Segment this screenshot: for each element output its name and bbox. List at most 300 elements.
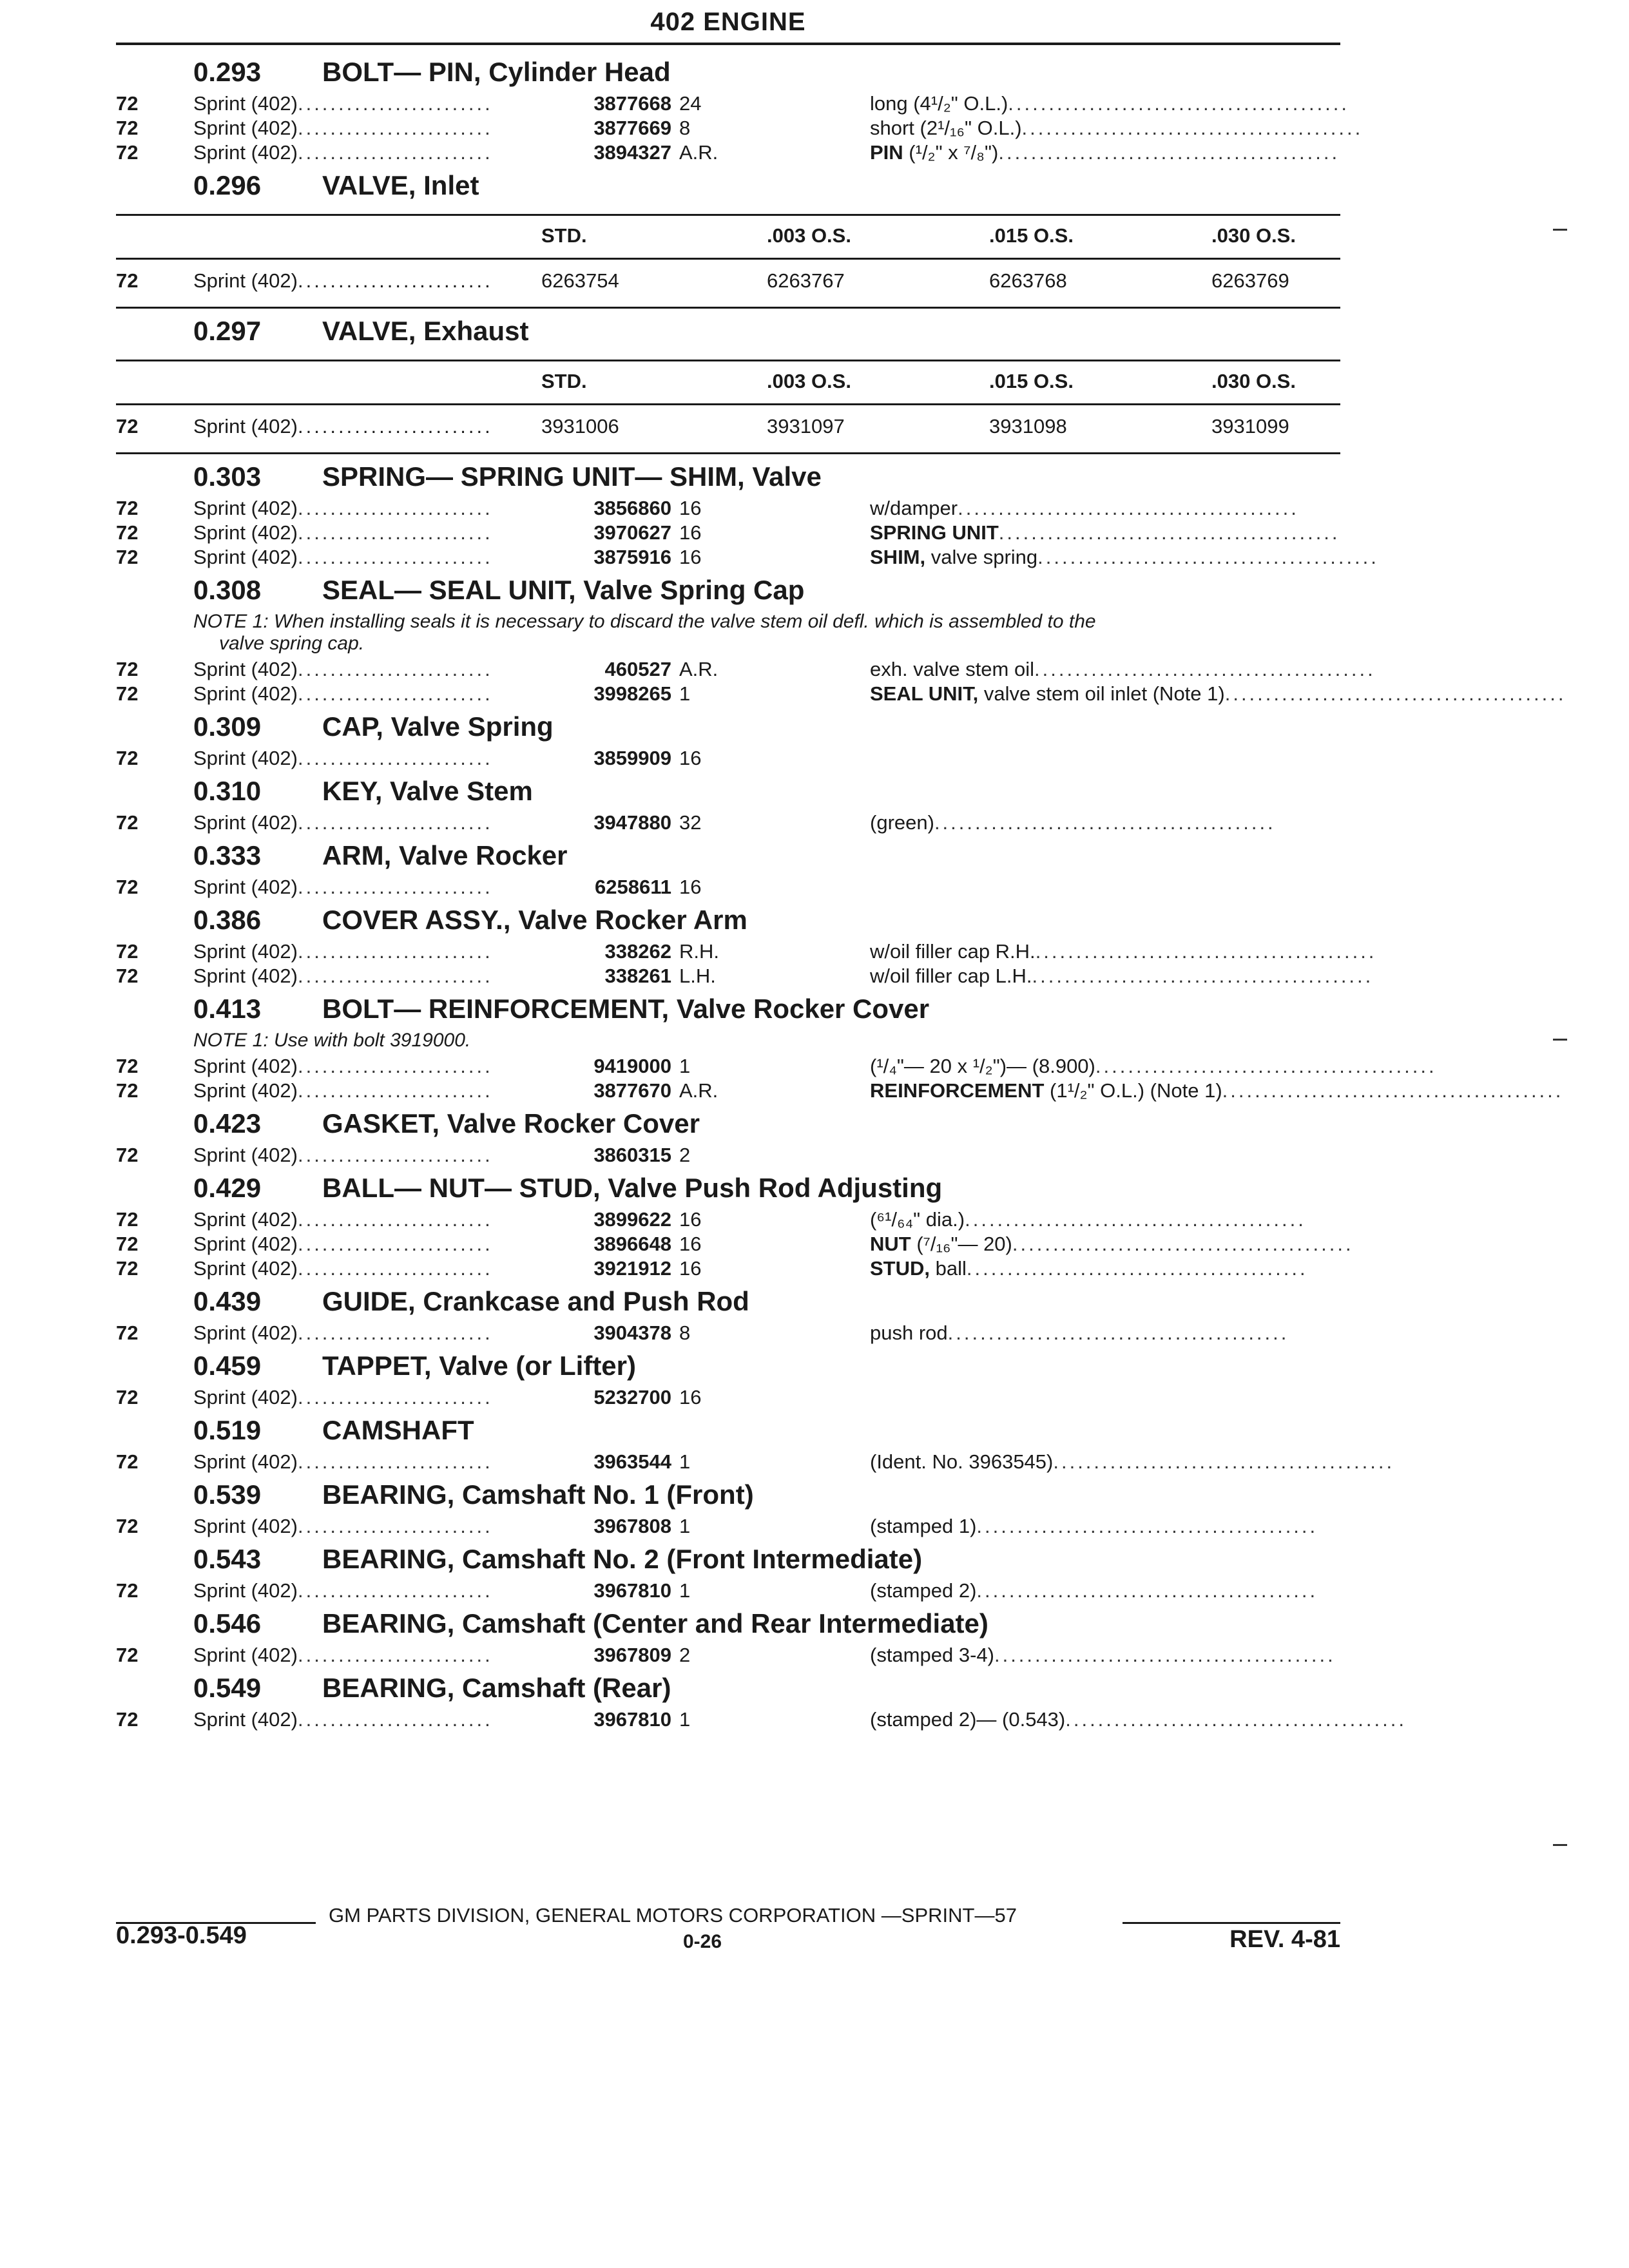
model-label: Sprint (402)	[193, 940, 298, 963]
description-bold: SHIM,	[870, 546, 926, 568]
quantity: A.R.	[679, 658, 718, 680]
description-text: exh. valve stem oil	[870, 658, 1034, 680]
part-number: 3875916	[593, 546, 671, 568]
description-text: (stamped 3-4)	[870, 1644, 994, 1666]
quantity: 16	[679, 497, 702, 519]
section-title	[116, 706, 1340, 746]
section-number: 0.308	[193, 575, 262, 605]
part-description	[870, 1514, 1340, 1539]
section-0-519	[116, 1410, 1395, 1474]
table-header: STD.	[541, 370, 587, 392]
part-number: 6263768	[989, 269, 1067, 292]
section-title	[116, 456, 1340, 496]
note-line: NOTE 1: Use with bolt 3919000.	[193, 1030, 471, 1051]
model-year: 72	[116, 1055, 139, 1077]
model-name	[193, 1579, 541, 1603]
dot-leader: ..........................................	[1037, 546, 1379, 568]
part-number: 338262	[604, 940, 671, 963]
description-bold: SEAL UNIT,	[870, 682, 979, 705]
part-row	[116, 140, 1340, 165]
part-number: 3967810	[593, 1708, 671, 1731]
part-number: 3877669	[593, 117, 671, 139]
part-number: 3856860	[593, 497, 671, 519]
section-note	[116, 610, 1340, 657]
part-row	[116, 1079, 1564, 1103]
dot-leader: ..........................................	[1035, 940, 1377, 963]
part-row	[116, 91, 1350, 116]
table-rule	[116, 214, 1340, 216]
section-note	[116, 1028, 1340, 1054]
model-label: Sprint (402)	[193, 1321, 298, 1344]
dot-leader: ..........................................	[1021, 117, 1364, 139]
model-year: 72	[116, 141, 139, 164]
model-name	[193, 657, 541, 682]
model-name	[193, 939, 541, 964]
part-row	[116, 1054, 1437, 1079]
section-title	[116, 52, 1340, 91]
model-name	[193, 1054, 541, 1079]
model-name	[193, 116, 541, 140]
quantity: 16	[679, 1233, 702, 1255]
quantity: A.R.	[679, 141, 718, 164]
quantity: 1	[679, 1708, 691, 1731]
part-description	[870, 545, 1379, 570]
section-name: TAPPET, Valve (or Lifter)	[322, 1350, 636, 1381]
section-title	[116, 1667, 1340, 1707]
dot-leader: ........................	[297, 940, 493, 963]
section-number: 0.423	[193, 1108, 262, 1139]
model-year: 72	[116, 1208, 139, 1231]
footer-publisher: GM PARTS DIVISION, GENERAL MOTORS CORPORATION —SPRINT—57	[329, 1904, 1017, 1927]
model-label: Sprint (402)	[193, 1515, 298, 1537]
part-number: 3859909	[593, 747, 671, 769]
model-label: Sprint (402)	[193, 1055, 298, 1077]
section-name: GASKET, Valve Rocker Cover	[322, 1108, 700, 1139]
section-name: BOLT— PIN, Cylinder Head	[322, 57, 671, 87]
model-label: Sprint (402)	[193, 1450, 298, 1473]
dot-leader: ..........................................	[1012, 1233, 1354, 1255]
part-description	[870, 657, 1376, 682]
dot-leader: ........................	[297, 1515, 493, 1537]
section-name: VALVE, Exhaust	[322, 316, 529, 346]
dot-leader: ........................	[297, 1055, 493, 1077]
part-row	[116, 964, 1374, 988]
section-name: SEAL— SEAL UNIT, Valve Spring Cap	[322, 575, 805, 605]
model-name	[193, 1143, 541, 1168]
model-name	[193, 1643, 541, 1667]
description-bold: NUT	[870, 1233, 911, 1255]
section-title	[116, 1474, 1340, 1514]
model-year: 72	[116, 269, 139, 292]
section-name: BOLT— REINFORCEMENT, Valve Rocker Cover	[322, 994, 930, 1024]
section-name: BEARING, Camshaft No. 1 (Front)	[322, 1479, 754, 1510]
dot-leader: ........................	[297, 521, 493, 544]
dot-leader: ..........................................	[976, 1579, 1318, 1602]
model-name	[193, 964, 541, 988]
model-label: Sprint (402)	[193, 1579, 298, 1602]
quantity: 16	[679, 876, 702, 898]
dot-leader: ........................	[297, 658, 493, 680]
model-label: Sprint (402)	[193, 521, 298, 544]
section-0-293	[116, 52, 1364, 165]
dot-leader: ........................	[297, 497, 493, 519]
part-number: 3931099	[1211, 415, 1289, 437]
part-row	[116, 657, 1376, 682]
section-title	[116, 165, 1340, 205]
section-number: 0.439	[193, 1286, 262, 1316]
part-number: 3894327	[593, 141, 671, 164]
quantity: 2	[679, 1644, 691, 1666]
section-title	[116, 1345, 1340, 1385]
dot-leader: ..........................................	[934, 811, 1276, 834]
description-text: short (2¹/₁₆" O.L.)	[870, 117, 1022, 139]
quantity: 16	[679, 1257, 702, 1280]
model-name	[193, 1079, 541, 1103]
dot-leader: ..........................................	[998, 521, 1340, 544]
description-bold: STUD,	[870, 1257, 930, 1280]
description-text: push rod	[870, 1321, 948, 1344]
part-row	[116, 1256, 1340, 1281]
section-number: 0.386	[193, 905, 262, 935]
quantity: 8	[679, 117, 691, 139]
dot-leader: ..........................................	[994, 1644, 1336, 1666]
description-text: ball	[930, 1257, 967, 1280]
part-row	[116, 746, 1340, 771]
dot-leader: ..........................................	[966, 1257, 1308, 1280]
model-year: 72	[116, 1579, 139, 1602]
part-description	[870, 811, 1340, 835]
model-year: 72	[116, 658, 139, 680]
table-rule	[116, 360, 1340, 361]
section-number: 0.546	[193, 1608, 262, 1639]
dot-leader: ..........................................	[947, 1321, 1289, 1344]
section-0-310	[116, 771, 1340, 835]
part-number: 3931098	[989, 415, 1067, 437]
quantity: 8	[679, 1321, 691, 1344]
model-year: 72	[116, 965, 139, 987]
section-0-546	[116, 1603, 1340, 1667]
section-title	[116, 570, 1340, 610]
model-label: Sprint (402)	[193, 1144, 298, 1166]
part-row	[116, 1643, 1340, 1667]
parts-sections	[116, 52, 1566, 1732]
model-label: Sprint (402)	[193, 876, 298, 898]
section-0-539	[116, 1474, 1340, 1539]
parts-catalog-page	[116, 0, 1566, 1732]
quantity: 2	[679, 1144, 691, 1166]
part-description	[870, 1256, 1340, 1281]
section-0-413	[116, 988, 1564, 1103]
table-rule	[116, 403, 1340, 405]
oversize-table	[116, 360, 1340, 456]
page-title: 402 ENGINE	[650, 8, 806, 36]
quantity: R.H.	[679, 940, 719, 963]
dot-leader: ........................	[297, 269, 493, 292]
part-description	[870, 1207, 1340, 1232]
quantity: 16	[679, 1208, 702, 1231]
description-bold: PIN	[870, 141, 903, 164]
section-0-386	[116, 899, 1377, 988]
section-title	[116, 311, 1340, 351]
description-text: (stamped 2)— (0.543)	[870, 1708, 1066, 1731]
dot-leader: ..........................................	[1095, 1055, 1437, 1077]
table-rule	[116, 258, 1340, 260]
part-row	[116, 496, 1340, 521]
section-number: 0.543	[193, 1544, 262, 1574]
section-0-309	[116, 706, 1340, 771]
part-row	[116, 682, 1566, 706]
dot-leader: ........................	[297, 141, 493, 164]
section-number: 0.297	[193, 316, 262, 346]
model-year: 72	[116, 521, 139, 544]
part-row	[116, 939, 1377, 964]
description-text: (green)	[870, 811, 934, 834]
description-text: valve spring	[925, 546, 1038, 568]
model-year: 72	[116, 1386, 139, 1408]
section-name: BEARING, Camshaft (Center and Rear Intermediate)	[322, 1608, 988, 1639]
part-number: 3947880	[593, 811, 671, 834]
part-number: 460527	[604, 658, 671, 680]
quantity: 1	[679, 1515, 691, 1537]
model-year: 72	[116, 682, 139, 705]
part-number: 6263754	[541, 269, 619, 292]
section-number: 0.333	[193, 840, 262, 870]
model-year: 72	[116, 117, 139, 139]
section-0-296	[116, 165, 1340, 311]
model-name	[193, 1207, 541, 1232]
part-description	[870, 521, 1340, 545]
quantity: 24	[679, 92, 702, 115]
table-header: .015 O.S.	[989, 224, 1074, 247]
section-title	[116, 1603, 1340, 1643]
dot-leader: ..........................................	[1008, 92, 1350, 115]
quantity: 16	[679, 546, 702, 568]
part-number: 3963544	[593, 1450, 671, 1473]
model-label: Sprint (402)	[193, 965, 298, 987]
section-name: SPRING— SPRING UNIT— SHIM, Valve	[322, 461, 822, 492]
part-number: 3931097	[767, 415, 845, 437]
section-number: 0.309	[193, 711, 262, 742]
model-year: 72	[116, 1079, 139, 1102]
part-row	[116, 1232, 1354, 1256]
model-name	[193, 1707, 541, 1732]
description-bold: SPRING UNIT	[870, 521, 999, 544]
model-year: 72	[116, 747, 139, 769]
dot-leader: ..........................................	[998, 141, 1340, 164]
model-name	[193, 415, 493, 438]
description-text: (⁷/₁₆"— 20)	[911, 1233, 1012, 1255]
model-year: 72	[116, 92, 139, 115]
section-title	[116, 835, 1340, 875]
description-text: w/oil filler cap R.H.	[870, 940, 1036, 963]
model-year: 72	[116, 497, 139, 519]
margin-mark	[1553, 229, 1567, 231]
dot-leader: ........................	[297, 1579, 493, 1602]
description-text: (1¹/₂" O.L.) (Note 1)	[1044, 1079, 1222, 1102]
section-name: BEARING, Camshaft No. 2 (Front Intermediate)	[322, 1544, 923, 1574]
quantity: 16	[679, 747, 702, 769]
model-year: 72	[116, 876, 139, 898]
section-title	[116, 1103, 1340, 1143]
section-0-439	[116, 1281, 1340, 1345]
dot-leader: ........................	[297, 682, 493, 705]
model-name	[193, 496, 541, 521]
part-row	[116, 1207, 1340, 1232]
dot-leader: ..........................................	[1032, 965, 1374, 987]
part-row	[116, 1579, 1340, 1603]
part-row	[116, 116, 1364, 140]
part-row	[116, 521, 1340, 545]
description-text: (Ident. No. 3963545)	[870, 1450, 1054, 1473]
model-label: Sprint (402)	[193, 1644, 298, 1666]
dot-leader: ........................	[297, 1144, 493, 1166]
part-number: 6263767	[767, 269, 845, 292]
section-number: 0.459	[193, 1350, 262, 1381]
model-label: Sprint (402)	[193, 546, 298, 568]
dot-leader: ........................	[297, 1257, 493, 1280]
section-number: 0.429	[193, 1173, 262, 1203]
dot-leader: ..........................................	[976, 1515, 1318, 1537]
section-name: BALL— NUT— STUD, Valve Push Rod Adjusting	[322, 1173, 943, 1203]
section-name: COVER ASSY., Valve Rocker Arm	[322, 905, 747, 935]
part-number: 338261	[604, 965, 671, 987]
part-number: 3931006	[541, 415, 619, 437]
part-number: 3896648	[593, 1233, 671, 1255]
table-header: .030 O.S.	[1211, 224, 1296, 247]
part-description	[870, 682, 1566, 706]
table-header: .003 O.S.	[767, 370, 851, 392]
part-number: 3998265	[593, 682, 671, 705]
dot-leader: ..........................................	[1034, 658, 1376, 680]
margin-mark	[1553, 1039, 1567, 1041]
dot-leader: ........................	[297, 1708, 493, 1731]
dot-leader: ........................	[297, 1079, 493, 1102]
model-name	[193, 1385, 541, 1410]
model-year: 72	[116, 546, 139, 568]
part-row	[116, 545, 1379, 570]
dot-leader: ........................	[297, 1208, 493, 1231]
part-row	[116, 1707, 1407, 1732]
page-footer	[116, 1904, 1340, 1994]
part-description	[870, 1450, 1395, 1474]
part-row	[116, 1321, 1340, 1345]
table-row	[116, 269, 1340, 295]
model-label: Sprint (402)	[193, 747, 298, 769]
section-0-459	[116, 1345, 1340, 1410]
quantity: 16	[679, 1386, 702, 1408]
part-row	[116, 1450, 1395, 1474]
part-description	[870, 964, 1374, 988]
section-name: CAMSHAFT	[322, 1415, 474, 1445]
part-description	[870, 116, 1364, 140]
dot-leader: ..........................................	[1065, 1708, 1407, 1731]
dot-leader: ..........................................	[958, 497, 1299, 519]
dot-leader: ........................	[297, 1321, 493, 1344]
part-number: 3904378	[593, 1321, 671, 1344]
dot-leader: ........................	[297, 1450, 493, 1473]
model-year: 72	[116, 1708, 139, 1731]
note-line: valve spring cap.	[219, 633, 365, 654]
section-number: 0.293	[193, 57, 262, 87]
part-number: 9419000	[593, 1055, 671, 1077]
table-header: .003 O.S.	[767, 224, 851, 247]
section-title	[116, 1168, 1340, 1207]
part-row	[116, 1514, 1340, 1539]
dot-leader: ........................	[297, 747, 493, 769]
dot-leader: ........................	[297, 1644, 493, 1666]
table-header: .030 O.S.	[1211, 370, 1296, 392]
section-0-543	[116, 1539, 1340, 1603]
model-name	[193, 1514, 541, 1539]
section-name: VALVE, Inlet	[322, 170, 479, 200]
model-year: 72	[116, 940, 139, 963]
dot-leader: ........................	[297, 546, 493, 568]
part-number: 3967809	[593, 1644, 671, 1666]
model-year: 72	[116, 1257, 139, 1280]
section-title	[116, 771, 1340, 811]
part-description	[870, 140, 1340, 165]
section-name: CAP, Valve Spring	[322, 711, 554, 742]
section-0-308	[116, 570, 1566, 706]
quantity: A.R.	[679, 1079, 718, 1102]
section-title	[116, 1539, 1340, 1579]
section-number: 0.303	[193, 461, 262, 492]
quantity: 16	[679, 521, 702, 544]
model-name	[193, 521, 541, 545]
model-label: Sprint (402)	[193, 682, 298, 705]
part-description	[870, 1054, 1437, 1079]
model-year: 72	[116, 1233, 139, 1255]
model-label: Sprint (402)	[193, 141, 298, 164]
quantity: 32	[679, 811, 702, 834]
model-label: Sprint (402)	[193, 92, 298, 115]
description-text: (¹/₂" x ⁷/₈")	[903, 141, 999, 164]
part-number: 3967808	[593, 1515, 671, 1537]
model-year: 72	[116, 1321, 139, 1344]
model-label: Sprint (402)	[193, 497, 298, 519]
section-number: 0.310	[193, 776, 262, 806]
dot-leader: ........................	[297, 92, 493, 115]
section-0-297	[116, 311, 1340, 456]
section-0-549	[116, 1667, 1407, 1732]
part-number: 3877668	[593, 92, 671, 115]
part-description	[870, 496, 1340, 521]
model-name	[193, 1321, 541, 1345]
margin-mark	[1553, 1844, 1567, 1846]
model-name	[193, 1450, 541, 1474]
page-header	[116, 0, 1340, 52]
section-title	[116, 899, 1340, 939]
model-name	[193, 91, 541, 116]
quantity: 1	[679, 1055, 691, 1077]
section-number: 0.296	[193, 170, 262, 200]
section-number: 0.539	[193, 1479, 262, 1510]
part-row	[116, 875, 1340, 899]
model-label: Sprint (402)	[193, 811, 298, 834]
part-number: 3921912	[593, 1257, 671, 1280]
model-name	[193, 1256, 541, 1281]
section-title	[116, 1281, 1340, 1321]
section-name: GUIDE, Crankcase and Push Rod	[322, 1286, 749, 1316]
part-description	[870, 1643, 1340, 1667]
header-rule	[116, 43, 1340, 45]
part-description	[870, 1232, 1354, 1256]
model-name	[193, 1232, 541, 1256]
description-text: long (4¹/₂" O.L.)	[870, 92, 1008, 115]
model-name	[193, 875, 541, 899]
dot-leader: ........................	[297, 965, 493, 987]
quantity: 1	[679, 682, 691, 705]
